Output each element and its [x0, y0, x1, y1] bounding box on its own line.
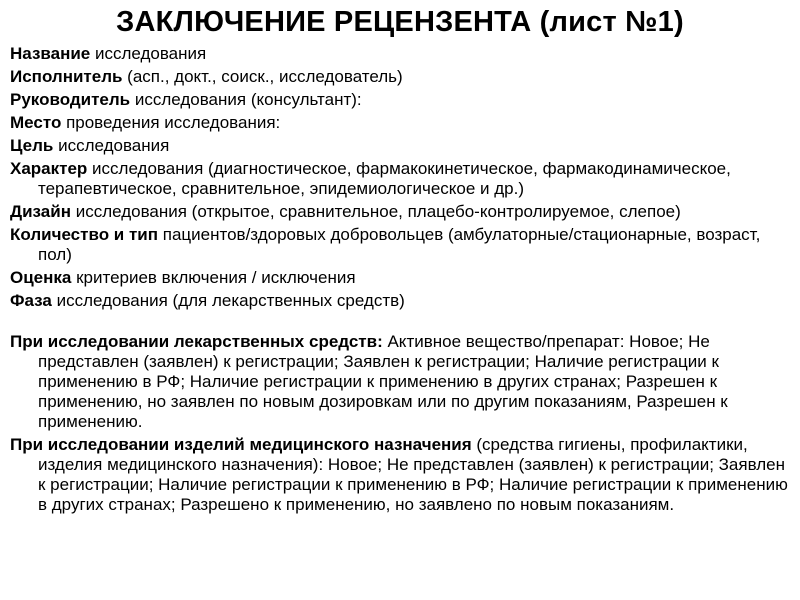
- item-term: Место: [10, 113, 62, 132]
- list-item: [10, 291, 790, 311]
- item-text: пациентов/здоровых добровольцев (амбулаторные/стационарные, возраст, пол): [38, 225, 761, 264]
- devices-paragraph: [10, 435, 790, 515]
- item-term: Дизайн: [10, 202, 71, 221]
- item-term: Название: [10, 44, 91, 63]
- item-term: Характер: [10, 159, 88, 178]
- drugs-text: Активное вещество/препарат: Новое; Не представлен (заявлен) к регистрации; Заявлен к регистрации; Наличие регистрации к применению в РФ; Наличие регистрации к применению в других странах; Разрешен к применению, но заявлен по новым дозировкам или по другим показаниям, Разрешен к применению.: [38, 332, 728, 431]
- list-item: [10, 202, 790, 222]
- item-term: Фаза: [10, 291, 52, 310]
- list-item: [10, 113, 790, 133]
- item-text: исследования: [90, 44, 207, 63]
- item-term: Цель: [10, 136, 54, 155]
- item-text: исследования: [53, 136, 170, 155]
- list-item: [10, 44, 790, 64]
- list-item: [10, 159, 790, 199]
- item-text: (асп., докт., соиск., исследователь): [122, 67, 403, 86]
- item-text: исследования (для лекарственных средств): [51, 291, 405, 310]
- devices-heading: При исследовании изделий медицинского назначения: [10, 435, 472, 454]
- devices-text: (средства гигиены, профилактики, изделия медицинского назначения): Новое; Не представлен (заявлен) к регистрации; Заявлен к регистрации; Наличие регистрации к применению в РФ; Наличие регистрации к применению в других странах; Разрешено к применению, но заявлено по новым показаниям.: [38, 435, 788, 514]
- spacer: [10, 314, 790, 332]
- item-text: исследования (консультант):: [130, 90, 362, 109]
- item-text: исследования (диагностическое, фармакокинетическое, фармакодинамическое, терапевтическое, сравнительное, эпидемиологическое и др.): [38, 159, 731, 198]
- list-item: [10, 90, 790, 110]
- item-text: проведения исследования:: [61, 113, 281, 132]
- list-item: [10, 67, 790, 87]
- drugs-paragraph: [10, 332, 790, 432]
- item-term: Количество и тип: [10, 225, 159, 244]
- item-text: исследования (открытое, сравнительное, плацебо-контролируемое, слепое): [70, 202, 681, 221]
- list-item: [10, 268, 790, 288]
- list-item: [10, 225, 790, 265]
- item-text: критериев включения / исключения: [71, 268, 356, 287]
- item-term: Оценка: [10, 268, 72, 287]
- drugs-heading: При исследовании лекарственных средств:: [10, 332, 383, 351]
- item-term: Исполнитель: [10, 67, 123, 86]
- list-item: [10, 136, 790, 156]
- criteria-list: [10, 44, 790, 518]
- page-title: ЗАКЛЮЧЕНИЕ РЕЦЕНЗЕНТА (лист №1): [116, 6, 684, 38]
- item-term: Руководитель: [10, 90, 131, 109]
